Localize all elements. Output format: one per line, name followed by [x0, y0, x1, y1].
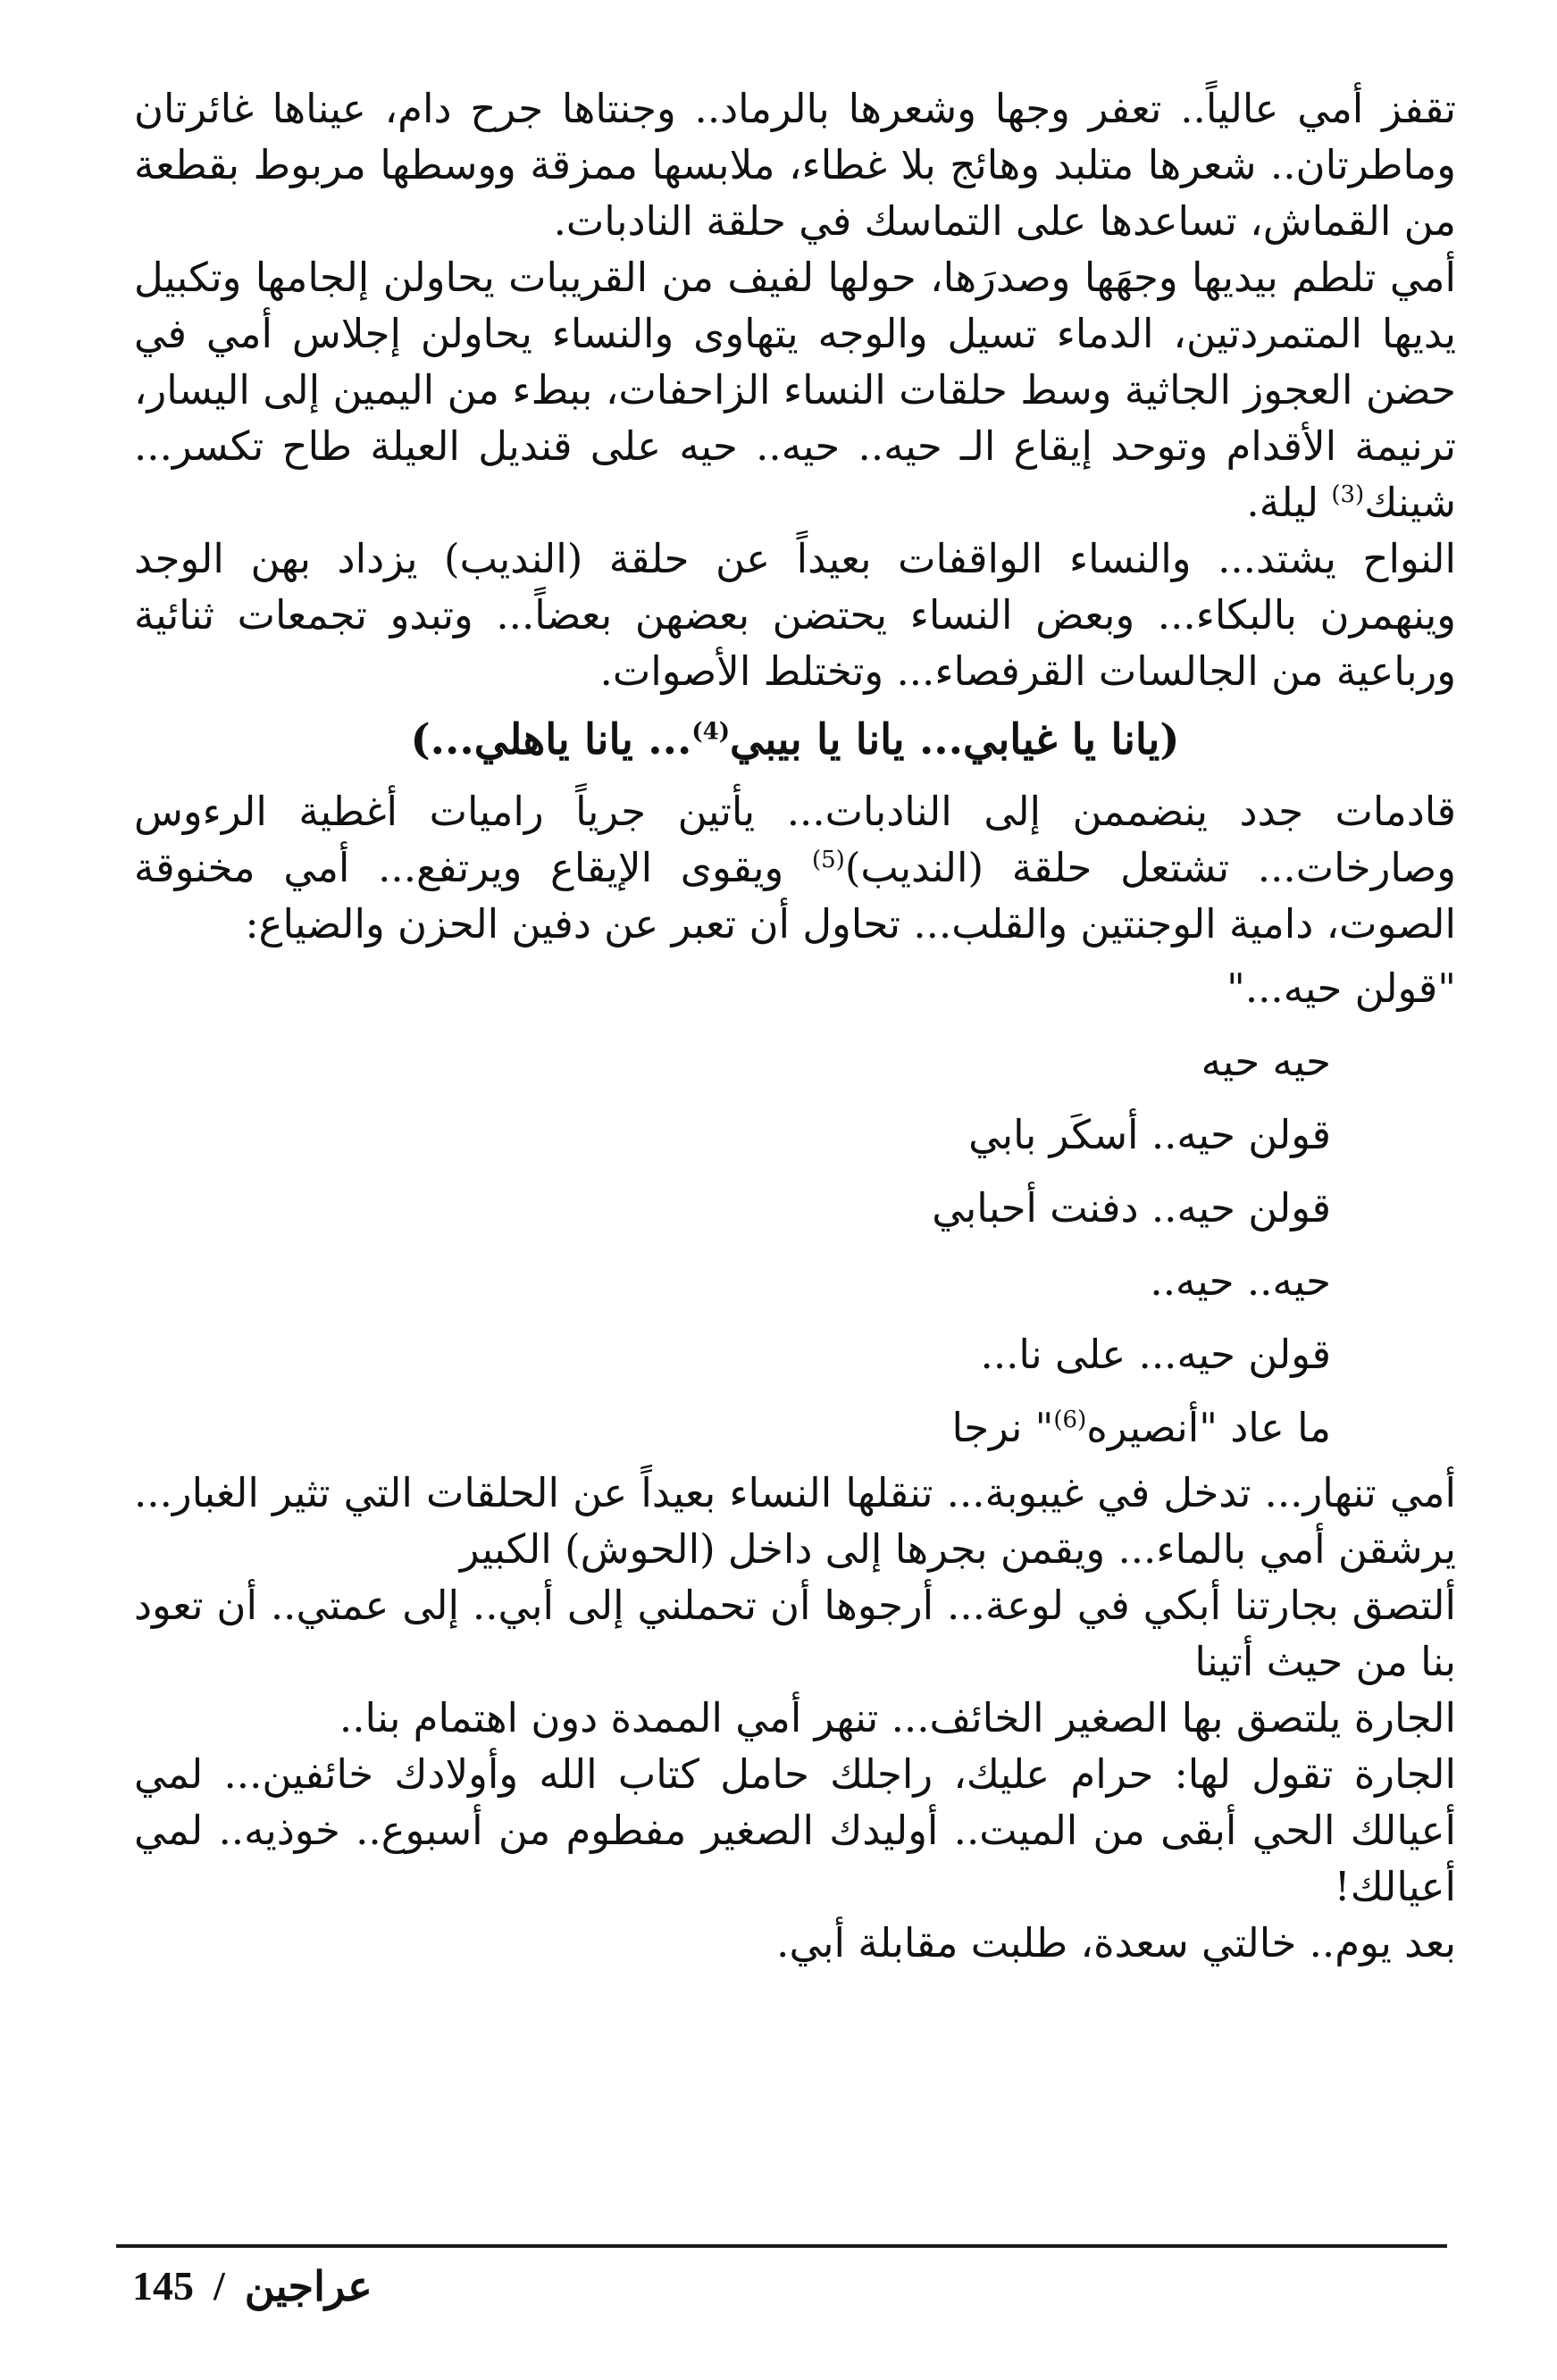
footer-divider — [116, 2244, 1447, 2248]
page-body — [134, 80, 1456, 1971]
poem-line: حيه.. حيه.. — [1150, 1257, 1331, 1305]
paragraph — [134, 783, 1456, 952]
paragraph: بعد يوم.. خالتي سعدة، طلبت مقابلة أبي. — [776, 1919, 1456, 1967]
paragraph: تقفز أمي عالياً.. تعفر وجها وشعرها بالرماد.. وجنتاها جرح دام، عيناها غائرتان وماطرتان.. شعرها متلبد وهائج بلا غطاء، ملابسها ممزقة ووسطها مربوط بقطعة من القماش، تساعدها على التماسك في حلقة النادبات. — [134, 85, 1456, 245]
poem-line: قولن حيه... على نا... — [980, 1331, 1331, 1378]
poem-line: "قولن حيه..." — [1226, 965, 1456, 1012]
paragraph: أمي تنهار... تدخل في غيبوبة... تنقلها النساء بعيداً عن الحلقات التي تثير الغبار... يرشقن أمي بالماء... ويقمن بجرها إلى داخل (الحوش) الكبير — [134, 1469, 1456, 1573]
page-footer — [132, 2259, 373, 2313]
poem-block — [134, 952, 1456, 1465]
paragraph-text: أمي تلطم بيديها وجهَها وصدرَها، حولها لفيف من القريبات يحاولن إلجامها وتكبيل يديها المتمردتين، الدماء تسيل والوجه يتهاوى والنساء يحاولن إجلاس أمي في حضن العجوز الجاثية وسط حلقات النساء الزاحفات، ببطء من اليمين إلى اليسار، ترنيمة الأقدام وتوحد إيقاع الـ حيه.. حيه.. حيه على قنديل العيلة طاح تكسر... شينك — [134, 254, 1456, 526]
magazine-logo: عراجين — [244, 2262, 373, 2310]
paragraph — [134, 249, 1456, 530]
footnote-marker: (4) — [691, 718, 731, 746]
footnote-marker: (6) — [1053, 1407, 1087, 1433]
poem-line: حيه حيه — [1201, 1038, 1331, 1085]
heading-text: ... يانا ياهلي...) — [410, 715, 692, 764]
paragraph-text: قادمات جدد ينضممن إلى النادبات... يأتين جرياً راميات أغطية الرءوس وصارخات... تشتعل حلقة (النديب) — [134, 788, 1457, 891]
section-heading — [134, 708, 1456, 772]
footnote-marker: (5) — [811, 847, 845, 873]
paragraph: الجارة يلتصق بها الصغير الخائف... تنهر أمي الممدة دون اهتمام بنا.. — [339, 1694, 1456, 1741]
poem-line: قولن حيه.. دفنت أحبابي — [932, 1184, 1331, 1232]
paragraph: النواح يشتد... والنساء الواقفات بعيداً عن حلقة (النديب) يزداد بهن الوجد وينهمرن بالبكاء... وبعض النساء يحتضن بعضهن بعضاً... وتبدو تجمعات ثنائية ورباعية من الجالسات القرفصاء... وتختلط الأصوات. — [134, 535, 1456, 695]
page-number: 145 — [132, 2263, 194, 2309]
poem-text: " نرجا — [951, 1404, 1054, 1451]
paragraph-text: ليلة. — [1246, 479, 1332, 526]
footer-separator: / — [213, 2263, 225, 2309]
poem-text: ما عاد "أنصيره — [1086, 1404, 1331, 1451]
paragraph-text: ويقوى الإيقاع ويرتفع... أمي مخنوقة الصوت، دامية الوجنتين والقلب... تحاول أن تعبر عن دفين الحزن والضياع: — [134, 844, 1456, 948]
paragraph: الجارة تقول لها: حرام عليك، راجلك حامل كتاب الله وأولادك خائفين... لمي أعيالك الحي أبقى من الميت.. أوليدك الصغير مفطوم من أسبوع.. خوذيه.. لمي أعيالك! — [134, 1750, 1456, 1910]
paragraph: ألتصق بجارتنا أبكي في لوعة... أرجوها أن تحملني إلى أبي.. إلى عمتي.. أن تعود بنا من حيث أتينا — [134, 1582, 1456, 1685]
footnote-marker: (3) — [1331, 481, 1365, 508]
poem-line — [134, 1391, 1331, 1465]
heading-text: (يانا يا غيابي... يانا يا بيبي — [730, 715, 1180, 764]
poem-line: قولن حيه.. أسكَر بابي — [968, 1111, 1331, 1158]
